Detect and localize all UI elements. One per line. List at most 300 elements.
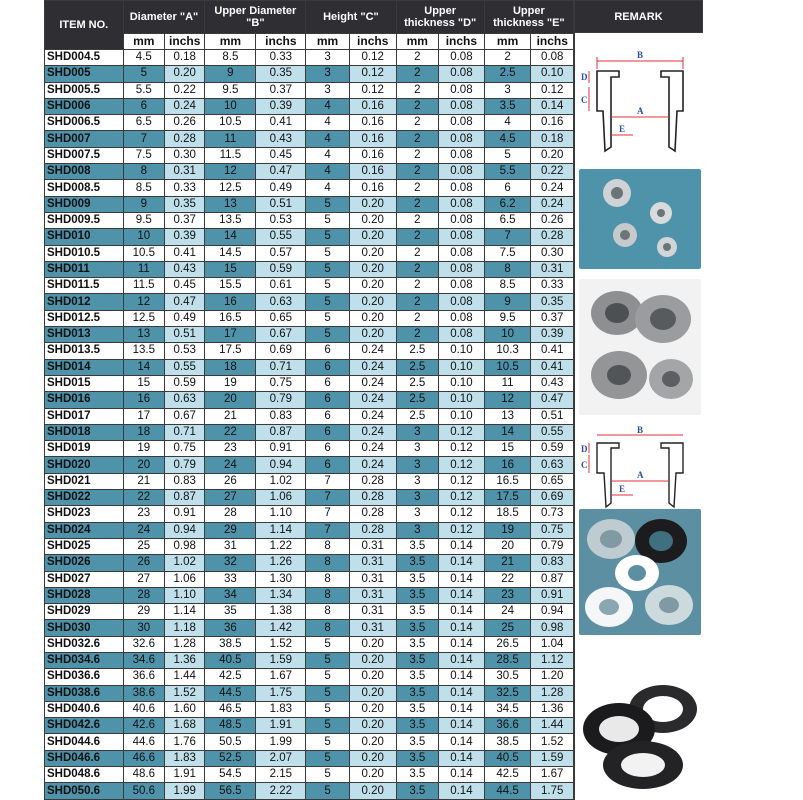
value-cell: 6 [306, 375, 350, 391]
item-number-cell: SHD013 [45, 327, 124, 343]
table-row [45, 343, 574, 359]
value-cell: 8 [306, 555, 350, 571]
item-number-cell: SHD017 [45, 408, 124, 424]
value-cell: 2.15 [256, 767, 306, 783]
unit-header-inchs: inchs [256, 34, 306, 50]
value-cell: 30.5 [484, 669, 531, 685]
item-number-cell: SHD028 [45, 587, 124, 603]
value-cell: 10.3 [484, 343, 531, 359]
value-cell: 0.24 [349, 343, 396, 359]
value-cell: 3.5 [396, 620, 438, 636]
table-row [45, 620, 574, 636]
item-number-cell: SHD016 [45, 392, 124, 408]
value-cell: 0.14 [439, 783, 485, 799]
header-height-c [306, 1, 396, 34]
value-cell: 0.20 [165, 66, 205, 82]
value-cell: 6.2 [484, 196, 531, 212]
header-upper-e-line2: thickness "E" [493, 17, 565, 29]
value-cell: 0.28 [349, 490, 396, 506]
value-cell: 18.5 [484, 506, 531, 522]
value-cell: 29 [123, 604, 164, 620]
value-cell: 4.5 [123, 50, 164, 66]
value-cell: 38.6 [123, 685, 164, 701]
value-cell: 0.31 [349, 604, 396, 620]
value-cell: 0.41 [531, 343, 574, 359]
value-cell: 0.20 [349, 245, 396, 261]
value-cell: 0.43 [531, 375, 574, 391]
value-cell: 14 [205, 229, 256, 245]
item-number-cell: SHD004.5 [45, 50, 124, 66]
value-cell: 0.37 [165, 212, 205, 228]
value-cell: 0.14 [439, 620, 485, 636]
value-cell: 0.12 [439, 441, 485, 457]
value-cell: 4.5 [484, 131, 531, 147]
item-number-cell: SHD021 [45, 473, 124, 489]
value-cell: 2.5 [484, 66, 531, 82]
value-cell: 28 [205, 506, 256, 522]
table-row [45, 115, 574, 131]
value-cell: 1.20 [531, 669, 574, 685]
table-row [45, 424, 574, 440]
value-cell: 0.51 [256, 196, 306, 212]
value-cell: 1.75 [531, 783, 574, 799]
item-number-cell: SHD018 [45, 424, 124, 440]
value-cell: 2 [396, 131, 438, 147]
value-cell: 1.91 [165, 767, 205, 783]
value-cell: 0.14 [439, 669, 485, 685]
value-cell: 0.31 [349, 620, 396, 636]
value-cell: 3 [306, 50, 350, 66]
value-cell: 0.53 [165, 343, 205, 359]
value-cell: 5 [306, 783, 350, 799]
value-cell: 0.08 [439, 180, 485, 196]
value-cell: 0.61 [256, 278, 306, 294]
item-number-cell: SHD024 [45, 522, 124, 538]
value-cell: 3 [306, 82, 350, 98]
value-cell: 1.30 [256, 571, 306, 587]
item-number-cell: SHD012.5 [45, 310, 124, 326]
dimension-diagram-bottom [579, 423, 701, 519]
value-cell: 16 [205, 294, 256, 310]
value-cell: 1.59 [531, 750, 574, 766]
value-cell: 2 [396, 327, 438, 343]
value-cell: 0.30 [531, 245, 574, 261]
value-cell: 0.83 [165, 473, 205, 489]
item-number-cell: SHD008.5 [45, 180, 124, 196]
value-cell: 36 [205, 620, 256, 636]
value-cell: 4 [306, 98, 350, 114]
item-number-cell: SHD032.6 [45, 636, 124, 652]
value-cell: 0.24 [349, 375, 396, 391]
value-cell: 2.22 [256, 783, 306, 799]
value-cell: 1.38 [256, 604, 306, 620]
value-cell: 11 [205, 131, 256, 147]
product-photo-mixed-grommets [579, 509, 701, 635]
value-cell: 0.37 [531, 310, 574, 326]
value-cell: 15 [205, 261, 256, 277]
value-cell: 3.5 [396, 587, 438, 603]
value-cell: 2.5 [396, 392, 438, 408]
value-cell: 0.12 [439, 522, 485, 538]
value-cell: 0.91 [256, 441, 306, 457]
value-cell: 7 [306, 506, 350, 522]
value-cell: 3 [396, 473, 438, 489]
table-row [45, 278, 574, 294]
value-cell: 0.83 [256, 408, 306, 424]
value-cell: 0.79 [531, 538, 574, 554]
value-cell: 3.5 [484, 98, 531, 114]
item-number-cell: SHD013.5 [45, 343, 124, 359]
item-number-cell: SHD034.6 [45, 652, 124, 668]
value-cell: 2 [396, 50, 438, 66]
table-row [45, 212, 574, 228]
size-table [44, 0, 574, 800]
value-cell: 5 [306, 229, 350, 245]
value-cell: 0.08 [439, 196, 485, 212]
table-row [45, 718, 574, 734]
value-cell: 6 [123, 98, 164, 114]
header-height-c-label: Height "C" [323, 11, 379, 23]
black-grommets-image [579, 673, 701, 793]
value-cell: 0.08 [439, 310, 485, 326]
value-cell: 0.14 [439, 750, 485, 766]
value-cell: 4 [306, 147, 350, 163]
value-cell: 3 [306, 66, 350, 82]
value-cell: 5 [306, 261, 350, 277]
value-cell: 2.5 [396, 375, 438, 391]
table-row [45, 131, 574, 147]
value-cell: 19 [205, 375, 256, 391]
value-cell: 2.07 [256, 750, 306, 766]
value-cell: 6 [306, 424, 350, 440]
value-cell: 0.18 [165, 50, 205, 66]
value-cell: 5 [306, 196, 350, 212]
value-cell: 0.22 [531, 164, 574, 180]
value-cell: 3 [396, 424, 438, 440]
value-cell: 19 [484, 522, 531, 538]
value-cell: 1.02 [256, 473, 306, 489]
value-cell: 12 [123, 294, 164, 310]
value-cell: 0.31 [165, 164, 205, 180]
value-cell: 0.08 [439, 147, 485, 163]
value-cell: 0.28 [349, 522, 396, 538]
value-cell: 0.12 [439, 473, 485, 489]
value-cell: 0.41 [256, 115, 306, 131]
value-cell: 10.5 [484, 359, 531, 375]
value-cell: 0.14 [439, 767, 485, 783]
value-cell: 1.10 [256, 506, 306, 522]
grommet-section-drawing-2 [579, 423, 701, 519]
value-cell: 14 [123, 359, 164, 375]
value-cell: 0.12 [531, 82, 574, 98]
value-cell: 56.5 [205, 783, 256, 799]
value-cell: 0.69 [531, 490, 574, 506]
value-cell: 0.08 [439, 50, 485, 66]
value-cell: 8.5 [205, 50, 256, 66]
value-cell: 0.08 [439, 98, 485, 114]
value-cell: 1.67 [531, 767, 574, 783]
value-cell: 22 [205, 424, 256, 440]
table-row [45, 441, 574, 457]
value-cell: 3 [396, 490, 438, 506]
value-cell: 48.6 [123, 767, 164, 783]
value-cell: 0.31 [531, 261, 574, 277]
value-cell: 10 [123, 229, 164, 245]
item-number-cell: SHD007.5 [45, 147, 124, 163]
item-number-cell: SHD008 [45, 164, 124, 180]
value-cell: 0.98 [165, 538, 205, 554]
table-row [45, 50, 574, 66]
value-cell: 0.24 [349, 457, 396, 473]
diagram2-label-a: A [637, 470, 644, 480]
value-cell: 0.33 [165, 180, 205, 196]
value-cell: 0.20 [349, 652, 396, 668]
table-row [45, 457, 574, 473]
value-cell: 0.75 [256, 375, 306, 391]
item-number-cell: SHD026 [45, 555, 124, 571]
value-cell: 26.5 [484, 636, 531, 652]
table-row [45, 66, 574, 82]
item-number-cell: SHD011.5 [45, 278, 124, 294]
value-cell: 0.57 [256, 245, 306, 261]
unit-header-inchs: inchs [531, 34, 574, 50]
value-cell: 0.47 [256, 164, 306, 180]
table-row [45, 685, 574, 701]
item-number-cell: SHD044.6 [45, 734, 124, 750]
value-cell: 0.20 [349, 718, 396, 734]
value-cell: 38.5 [205, 636, 256, 652]
value-cell: 13 [123, 327, 164, 343]
mixed-grommets-image [579, 509, 701, 635]
value-cell: 2 [396, 164, 438, 180]
value-cell: 0.14 [439, 571, 485, 587]
value-cell: 0.16 [531, 115, 574, 131]
value-cell: 1.91 [256, 718, 306, 734]
value-cell: 0.39 [531, 327, 574, 343]
value-cell: 0.08 [439, 261, 485, 277]
value-cell: 9 [123, 196, 164, 212]
value-cell: 8 [306, 538, 350, 554]
value-cell: 14 [484, 424, 531, 440]
value-cell: 20 [123, 457, 164, 473]
value-cell: 0.20 [349, 212, 396, 228]
value-cell: 13 [484, 408, 531, 424]
value-cell: 12.5 [123, 310, 164, 326]
value-cell: 0.14 [439, 538, 485, 554]
unit-header-mm: mm [484, 34, 531, 50]
table-row [45, 604, 574, 620]
table-row [45, 783, 574, 799]
diagram2-label-e: E [619, 484, 626, 494]
value-cell: 0.55 [531, 424, 574, 440]
value-cell: 4 [306, 180, 350, 196]
value-cell: 1.28 [531, 685, 574, 701]
value-cell: 0.12 [439, 506, 485, 522]
unit-header-mm: mm [306, 34, 350, 50]
value-cell: 0.08 [439, 66, 485, 82]
value-cell: 2 [396, 294, 438, 310]
value-cell: 0.18 [531, 131, 574, 147]
value-cell: 3.5 [396, 571, 438, 587]
item-number-cell: SHD030 [45, 620, 124, 636]
value-cell: 14.5 [205, 245, 256, 261]
table-row [45, 327, 574, 343]
table-row [45, 392, 574, 408]
value-cell: 27 [123, 571, 164, 587]
value-cell: 0.16 [349, 164, 396, 180]
table-row [45, 750, 574, 766]
value-cell: 0.10 [439, 343, 485, 359]
value-cell: 0.35 [165, 196, 205, 212]
value-cell: 0.91 [165, 506, 205, 522]
value-cell: 0.20 [349, 229, 396, 245]
value-cell: 9.5 [484, 310, 531, 326]
value-cell: 0.14 [439, 652, 485, 668]
value-cell: 16 [123, 392, 164, 408]
value-cell: 0.20 [349, 278, 396, 294]
value-cell: 6 [306, 441, 350, 457]
table-row [45, 555, 574, 571]
value-cell: 0.24 [349, 408, 396, 424]
value-cell: 0.31 [349, 587, 396, 603]
value-cell: 0.41 [531, 359, 574, 375]
table-row [45, 98, 574, 114]
value-cell: 0.67 [256, 327, 306, 343]
value-cell: 3.5 [396, 734, 438, 750]
value-cell: 16.5 [484, 473, 531, 489]
value-cell: 13.5 [205, 212, 256, 228]
value-cell: 3.5 [396, 538, 438, 554]
item-number-cell: SHD038.6 [45, 685, 124, 701]
value-cell: 0.20 [349, 750, 396, 766]
value-cell: 5 [306, 310, 350, 326]
value-cell: 15 [484, 441, 531, 457]
value-cell: 0.71 [165, 424, 205, 440]
value-cell: 1.83 [165, 750, 205, 766]
value-cell: 0.12 [439, 424, 485, 440]
unit-header-inchs: inchs [349, 34, 396, 50]
value-cell: 0.49 [165, 310, 205, 326]
value-cell: 26 [205, 473, 256, 489]
value-cell: 1.28 [165, 636, 205, 652]
header-upper-thickness-d [396, 1, 484, 34]
value-cell: 0.47 [531, 392, 574, 408]
table-row [45, 196, 574, 212]
value-cell: 9 [205, 66, 256, 82]
table-row [45, 669, 574, 685]
value-cell: 0.08 [531, 50, 574, 66]
value-cell: 13.5 [123, 343, 164, 359]
diagram2-label-b: B [637, 425, 644, 435]
unit-header-inchs: inchs [439, 34, 485, 50]
remark-column [574, 33, 703, 800]
value-cell: 1.18 [165, 620, 205, 636]
value-cell: 16.5 [205, 310, 256, 326]
value-cell: 0.16 [349, 98, 396, 114]
value-cell: 1.52 [256, 636, 306, 652]
table-row [45, 652, 574, 668]
value-cell: 0.41 [165, 245, 205, 261]
value-cell: 3.5 [396, 669, 438, 685]
value-cell: 0.33 [256, 50, 306, 66]
product-photo-large-grey-grommets [579, 279, 701, 415]
value-cell: 9.5 [123, 212, 164, 228]
value-cell: 0.69 [256, 343, 306, 359]
value-cell: 15.5 [205, 278, 256, 294]
value-cell: 0.24 [349, 441, 396, 457]
value-cell: 0.28 [531, 229, 574, 245]
value-cell: 0.49 [256, 180, 306, 196]
value-cell: 0.37 [256, 82, 306, 98]
value-cell: 44.6 [123, 734, 164, 750]
item-number-cell: SHD025 [45, 538, 124, 554]
table-row [45, 767, 574, 783]
value-cell: 0.20 [349, 701, 396, 717]
value-cell: 32.6 [123, 636, 164, 652]
value-cell: 0.24 [165, 98, 205, 114]
value-cell: 28 [123, 587, 164, 603]
value-cell: 0.20 [349, 685, 396, 701]
value-cell: 0.10 [439, 408, 485, 424]
value-cell: 0.08 [439, 131, 485, 147]
value-cell: 1.83 [256, 701, 306, 717]
value-cell: 0.22 [165, 82, 205, 98]
value-cell: 6 [306, 408, 350, 424]
value-cell: 1.76 [165, 734, 205, 750]
value-cell: 0.16 [349, 180, 396, 196]
value-cell: 8 [306, 620, 350, 636]
table-row [45, 310, 574, 326]
value-cell: 8.5 [484, 278, 531, 294]
item-number-cell: SHD042.6 [45, 718, 124, 734]
value-cell: 5 [306, 327, 350, 343]
value-cell: 0.79 [165, 457, 205, 473]
value-cell: 1.59 [256, 652, 306, 668]
value-cell: 0.91 [531, 587, 574, 603]
diagram2-label-c: C [581, 460, 588, 470]
item-number-cell: SHD027 [45, 571, 124, 587]
value-cell: 0.35 [531, 294, 574, 310]
header-upper-diameter-line2: "B" [246, 17, 265, 29]
value-cell: 0.08 [439, 327, 485, 343]
value-cell: 34.5 [484, 701, 531, 717]
value-cell: 1.44 [165, 669, 205, 685]
value-cell: 5 [306, 718, 350, 734]
value-cell: 15 [123, 375, 164, 391]
value-cell: 0.71 [256, 359, 306, 375]
value-cell: 7 [484, 229, 531, 245]
value-cell: 0.94 [165, 522, 205, 538]
value-cell: 2 [396, 66, 438, 82]
value-cell: 13 [205, 196, 256, 212]
large-grey-grommets-image [579, 279, 701, 415]
value-cell: 1.68 [165, 718, 205, 734]
diagram-label-e: E [619, 124, 626, 134]
item-number-cell: SHD010 [45, 229, 124, 245]
value-cell: 0.45 [256, 147, 306, 163]
value-cell: 0.53 [256, 212, 306, 228]
item-number-cell: SHD012 [45, 294, 124, 310]
value-cell: 3 [396, 457, 438, 473]
dimension-diagram-top [579, 47, 701, 165]
value-cell: 8 [306, 571, 350, 587]
header-remark [574, 0, 703, 33]
value-cell: 7 [306, 490, 350, 506]
value-cell: 1.04 [531, 636, 574, 652]
value-cell: 42.6 [123, 718, 164, 734]
value-cell: 0.14 [439, 587, 485, 603]
value-cell: 0.55 [256, 229, 306, 245]
